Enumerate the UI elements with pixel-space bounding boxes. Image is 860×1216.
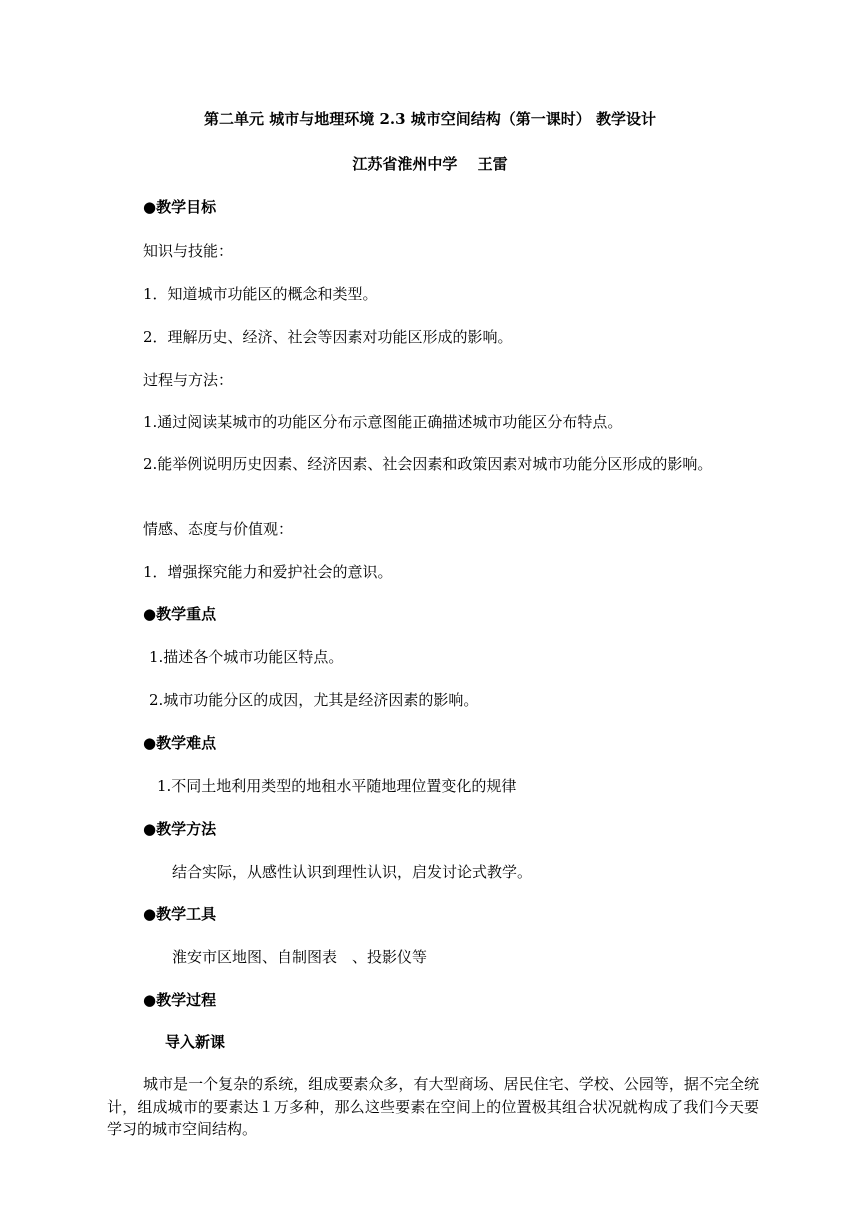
- document-author: 江苏省淮州中学 王雷: [352, 155, 508, 173]
- method-heading: ●教学方法: [143, 820, 217, 838]
- emotion-item-1: 1．增强探究能力和爱护社会的意识。: [143, 563, 393, 581]
- process-heading: ●教学过程: [143, 991, 217, 1009]
- key-point-1: 1.描述各个城市功能区特点。: [149, 648, 344, 666]
- document-title: 第二单元 城市与地理环境 2.3 城市空间结构（第一课时） 教学设计: [204, 110, 656, 128]
- emotion-label: 情感、态度与价值观：: [143, 520, 294, 538]
- intro-paragraph: 城市是一个复杂的系统，组成要素众多，有大型商场、居民住宅、学校、公园等，据不完全统计，组成城市的要素达１万多种，那么这些要素在空间上的位置极其组合状况就构成了我们今天要学习的城市空间结构。: [107, 1075, 759, 1138]
- difficulty-heading: ●教学难点: [143, 734, 217, 752]
- knowledge-item-1: 1．知道城市功能区的概念和类型。: [143, 285, 378, 303]
- difficulty-item-1: 1.不同土地利用类型的地租水平随地理位置变化的规律: [157, 777, 517, 795]
- knowledge-label: 知识与技能：: [143, 242, 234, 260]
- key-point-2: 2.城市功能分区的成因，尤其是经济因素的影响。: [149, 691, 479, 709]
- process-label: 过程与方法：: [143, 371, 234, 389]
- tools-heading: ●教学工具: [143, 905, 217, 923]
- process-item-1: 1.通过阅读某城市的功能区分布示意图能正确描述城市功能区分布特点。: [143, 413, 623, 431]
- intro-heading: 导入新课: [165, 1033, 226, 1051]
- objectives-heading: ●教学目标: [143, 198, 217, 216]
- key-points-heading: ●教学重点: [143, 605, 217, 623]
- method-item-1: 结合实际，从感性认识到理性认识，启发讨论式教学。: [172, 863, 533, 881]
- knowledge-item-2: 2．理解历史、经济、社会等因素对功能区形成的影响。: [143, 328, 513, 346]
- process-item-2: 2.能举例说明历史因素、经济因素、社会因素和政策因素对城市功能分区形成的影响。: [143, 455, 713, 473]
- tools-item-1: 淮安市区地图、自制图表 、投影仪等: [172, 948, 428, 966]
